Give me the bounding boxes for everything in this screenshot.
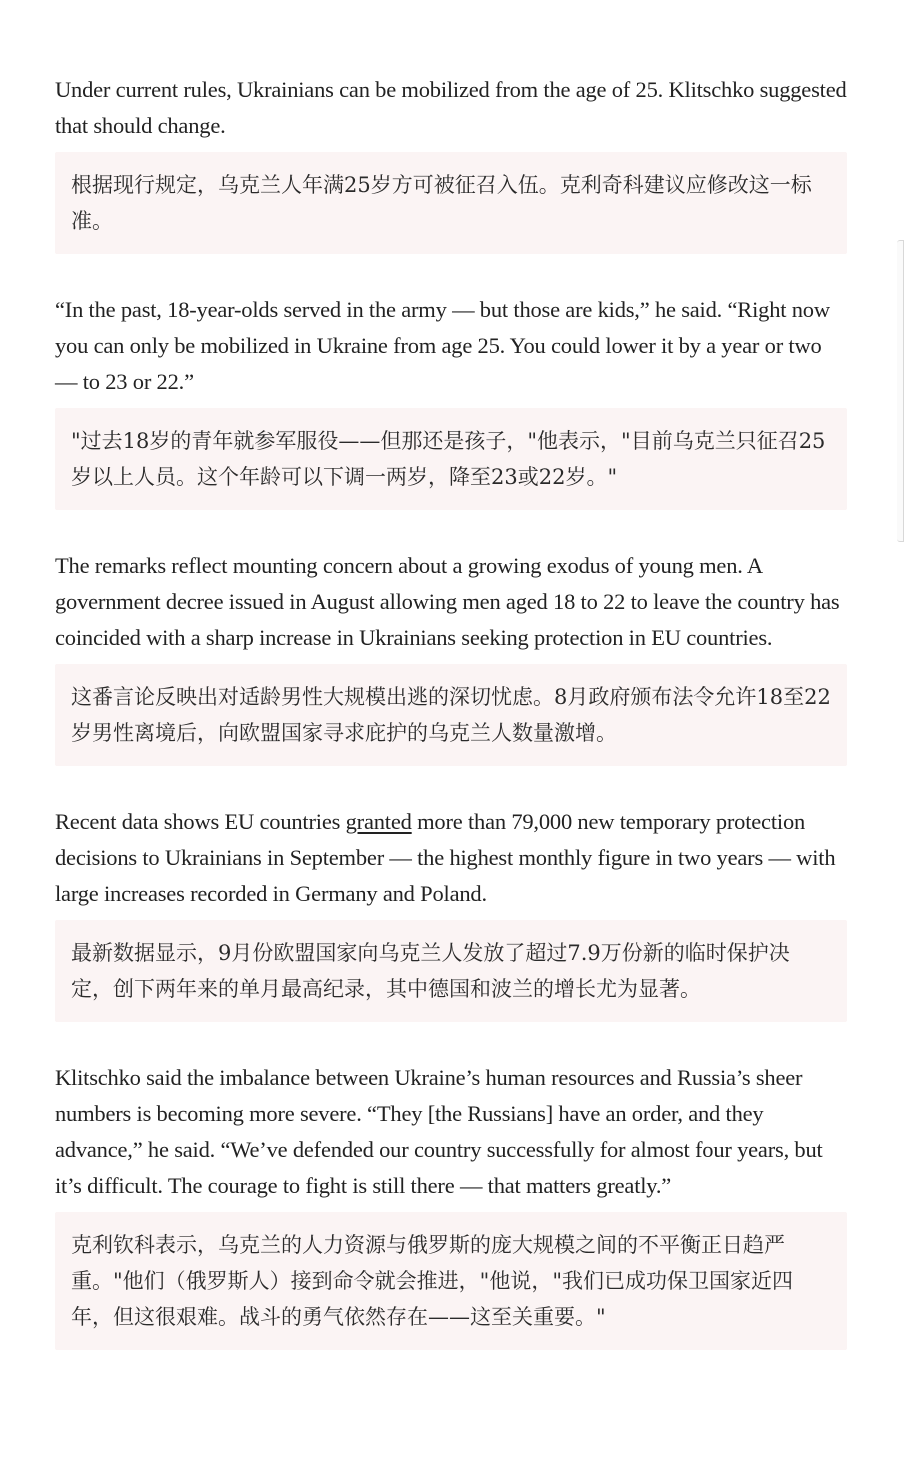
text-segment: Recent data shows EU countries: [55, 809, 346, 834]
english-paragraph: Klitschko said the imbalance between Ukraine’s human resources and Russia’s sheer numbers is becoming more severe. “They [the Russians] have an order, and they advance,” he said. “We’ve defended our country successfully for almost four years, but it’s difficult. The courage to fight is still there — that matters greatly.”: [55, 1065, 823, 1198]
chinese-translation: 克利钦科表示，乌克兰的人力资源与俄罗斯的庞大规模之间的不平衡正日趋严重。"他们（俄罗斯人）接到命令就会推进，"他说，"我们已成功保卫国家近四年，但这很艰难。战斗的勇气依然存在——这至关重要。": [55, 1212, 847, 1350]
chinese-translation: "过去18岁的青年就参军服役——但那还是孩子，"他表示，"目前乌克兰只征召25岁以上人员。这个年龄可以下调一两岁，降至23或22岁。": [55, 408, 847, 510]
english-paragraph: Under current rules, Ukrainians can be mobilized from the age of 25. Klitschko suggested that should change.: [55, 77, 847, 138]
paragraph-block: [55, 292, 847, 510]
granted-link[interactable]: granted: [345, 809, 412, 834]
paragraph-block: [55, 72, 847, 254]
chinese-translation: 根据现行规定，乌克兰人年满25岁方可被征召入伍。克利奇科建议应修改这一标准。: [55, 152, 847, 254]
paragraph-block: [55, 548, 847, 766]
article-body: [55, 72, 847, 1388]
chinese-translation: 这番言论反映出对适龄男性大规模出逃的深切忧虑。8月政府颁布法令允许18至22岁男性离境后，向欧盟国家寻求庇护的乌克兰人数量激增。: [55, 664, 847, 766]
english-paragraph: The remarks reflect mounting concern about a growing exodus of young men. A government decree issued in August allowing men aged 18 to 22 to leave the country has coincided with a sharp increase in Ukrainians seeking protection in EU countries.: [55, 553, 840, 650]
text-segment: more than 79,000 new temporary protection decisions to Ukrainians in September — the highest monthly figure in two years — with large increases recorded in Germany and Poland.: [55, 809, 836, 906]
scrollbar[interactable]: [897, 240, 904, 542]
paragraph-block: [55, 804, 847, 1022]
chinese-translation: 最新数据显示，9月份欧盟国家向乌克兰人发放了超过7.9万份新的临时保护决定，创下两年来的单月最高纪录，其中德国和波兰的增长尤为显著。: [55, 920, 847, 1022]
english-paragraph: “In the past, 18-year-olds served in the army — but those are kids,” he said. “Right now you can only be mobilized in Ukraine from age 25. You could lower it by a year or two — to 23 or 22.”: [55, 297, 830, 394]
english-paragraph: [55, 804, 847, 912]
paragraph-block: [55, 1060, 847, 1350]
